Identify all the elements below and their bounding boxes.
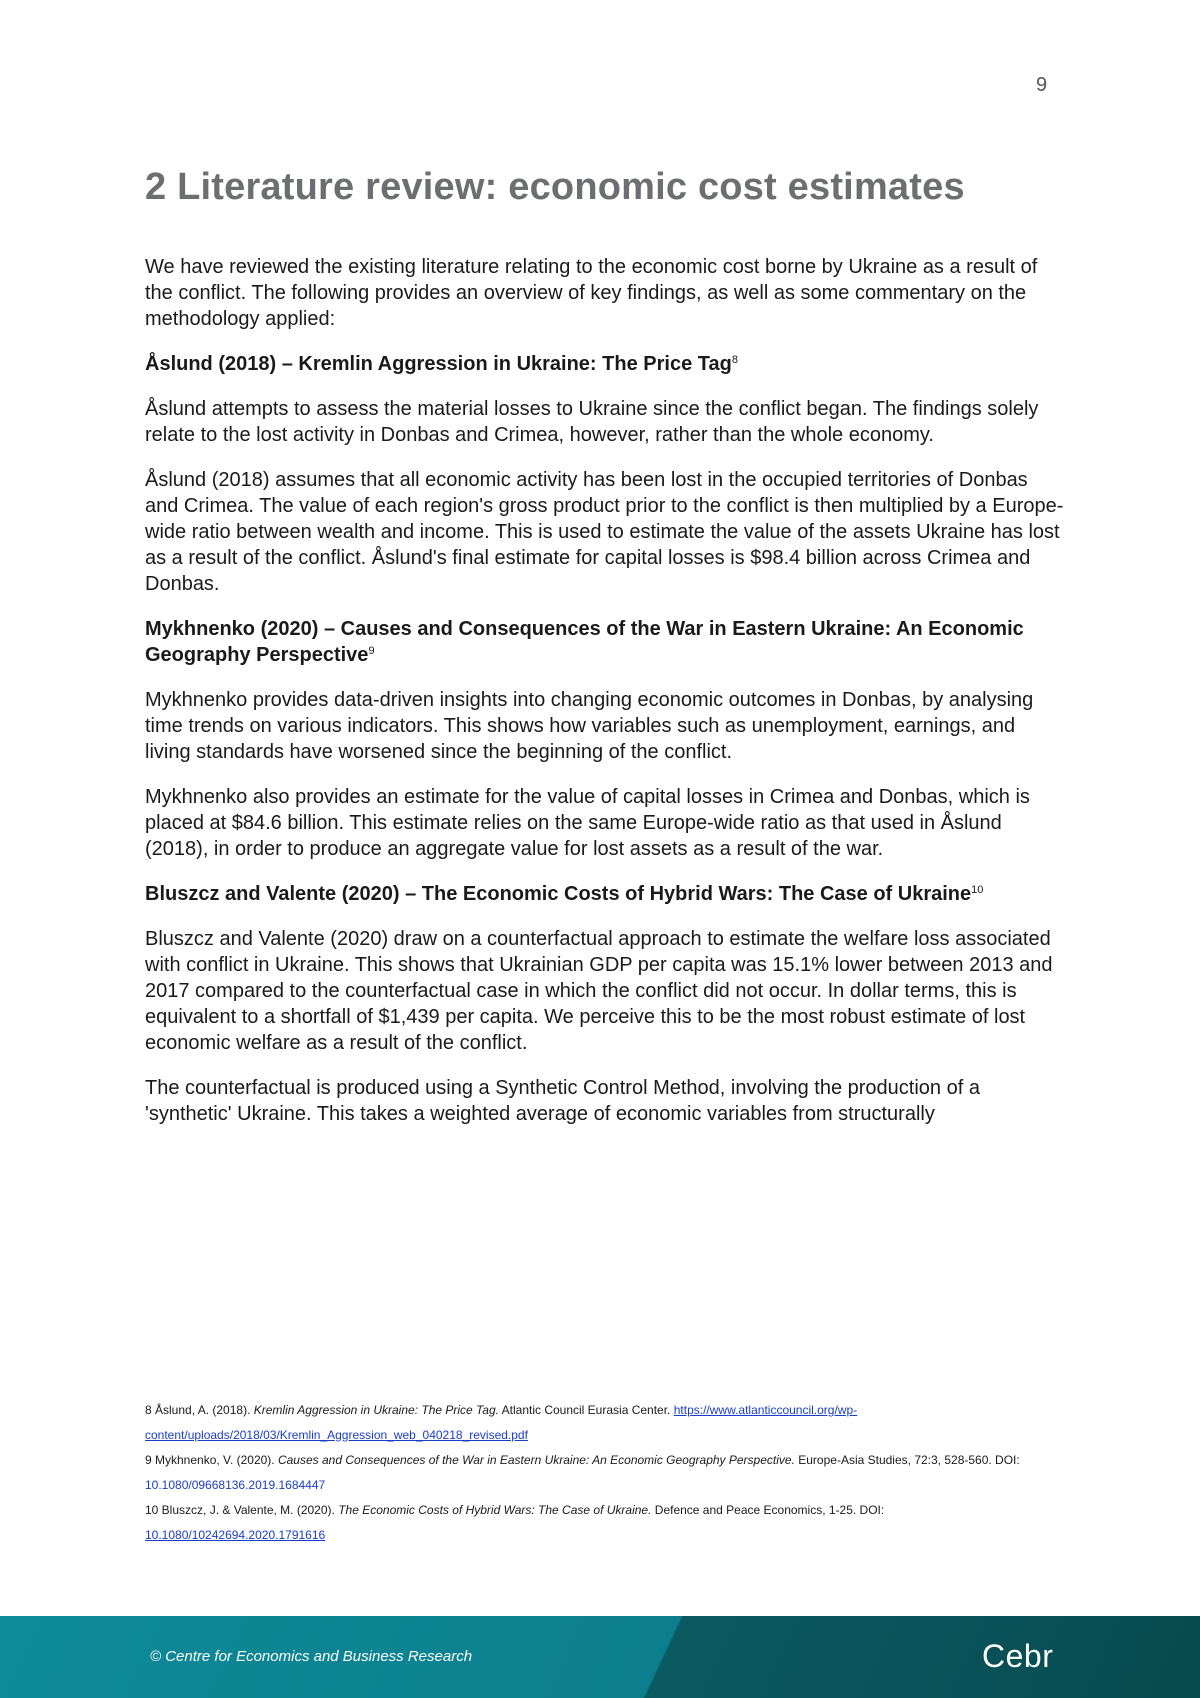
footnote-ref-8[interactable]: 8 (731, 354, 738, 366)
footnote-8-link[interactable]: https://www.atlanticcouncil.org/wp-content/uploads/2018/03/Kremlin_Aggression_web_040218_revised.pdf (145, 1403, 858, 1442)
intro-paragraph: We have reviewed the existing literature relating to the economic cost borne by Ukraine as a result of the conflict. The following provides an overview of key findings, as well as some commentary on the methodology applied: (145, 256, 1038, 330)
paragraph: Åslund (2018) assumes that all economic activity has been lost in the occupied territories of Donbas and Crimea. The value of each region's gross product prior to the conflict is then multiplied by a Europe-wide ratio between wealth and income. This is used to estimate the value of the assets Ukraine has lost as a result of the conflict. Åslund's final estimate for capital losses is $98.4 billion across Crimea and Donbas. (145, 469, 1064, 595)
section-heading-aslund: Åslund (2018) – Kremlin Aggression in Ukraine: The Price Tag$^8$ (145, 353, 738, 375)
section-title: 2 Literature review: economic cost estimates (145, 166, 965, 208)
paragraph: Bluszcz and Valente (2020) draw on a counterfactual approach to estimate the welfare loss associated with conflict in Ukraine. This shows that Ukrainian GDP per capita was 15.1% lower between 2013 and 2017 compared to the counterfactual case in which the conflict did not occur. In dollar terms, this is equivalent to a shortfall of $1,439 per capita. We perceive this to be the most robust estimate of lost economic welfare as a result of the conflict. (145, 928, 1053, 1054)
paragraph: Mykhnenko provides data-driven insights into changing economic outcomes in Donbas, by analysing time trends on various indicators. This shows how variables such as unemployment, earnings, and living standards have worsened since the beginning of the conflict. (145, 689, 1034, 763)
paragraph: Åslund attempts to assess the material losses to Ukraine since the conflict began. The findings solely relate to the lost activity in Donbas and Crimea, however, rather than the whole economy. (145, 398, 1039, 446)
paragraph: The counterfactual is produced using a Synthetic Control Method, involving the production of a 'synthetic' Ukraine. This takes a weighted average of economic variables from structurally (145, 1077, 980, 1125)
footnote-ref-9[interactable]: 9 (368, 645, 375, 657)
footnote-10-link[interactable]: 10.1080/10242694.2020.1791616 (145, 1528, 326, 1542)
section-heading-mykhnenko: Mykhnenko (2020) – Causes and Consequences of the War in Eastern Ukraine: An Economic Geography Perspective$^9$ (145, 618, 1024, 666)
section-heading-bluszcz-valente: Bluszcz and Valente (2020) – The Economic Costs of Hybrid Wars: The Case of Ukraine$^{10}$ (145, 883, 984, 905)
paragraph: Mykhnenko also provides an estimate for the value of capital losses in Crimea and Donbas, which is placed at $84.6 billion. This estimate relies on the same Europe-wide ratio as that used in Åslund (2018), in order to produce an aggregate value for lost assets as a result of the war. (145, 786, 1030, 860)
footnote-10: 10 Bluszcz, J. & Valente, M. (2020). The Economic Costs of Hybrid Wars: The Case of Ukraine. Defence and Peace Economics, 1-25. DOI: 10.1080/10242694.2020.1791616 (145, 1503, 885, 1542)
footnote-9-doi[interactable]: 10.1080/09668136.2019.1684447 (145, 1478, 326, 1492)
footnotes (145, 1398, 1065, 1548)
page-footer (0, 1616, 1200, 1698)
page-number: 9 (1036, 74, 1048, 96)
main-content (145, 254, 1065, 1146)
footnote-9: 9 Mykhnenko, V. (2020). Causes and Consequences of the War in Eastern Ukraine: An Economic Geography Perspective. Europe-Asia Studies, 72:3, 528-560. DOI: 10.1080/09668136.2019.1684447 (145, 1453, 1020, 1492)
footnote-ref-10[interactable]: 10 (971, 884, 984, 896)
footer-credit: © Centre for Economics and Business Research (150, 1648, 473, 1665)
cebr-logo: Cebr (982, 1638, 1054, 1674)
footnote-8: 8 Åslund, A. (2018). Kremlin Aggression in Ukraine: The Price Tag. Atlantic Council Eurasia Center. https://www.atlanticcouncil.org/wp-content/uploads/2018/03/Kremlin_Aggression_web_040218_revised.pdf (145, 1403, 858, 1442)
